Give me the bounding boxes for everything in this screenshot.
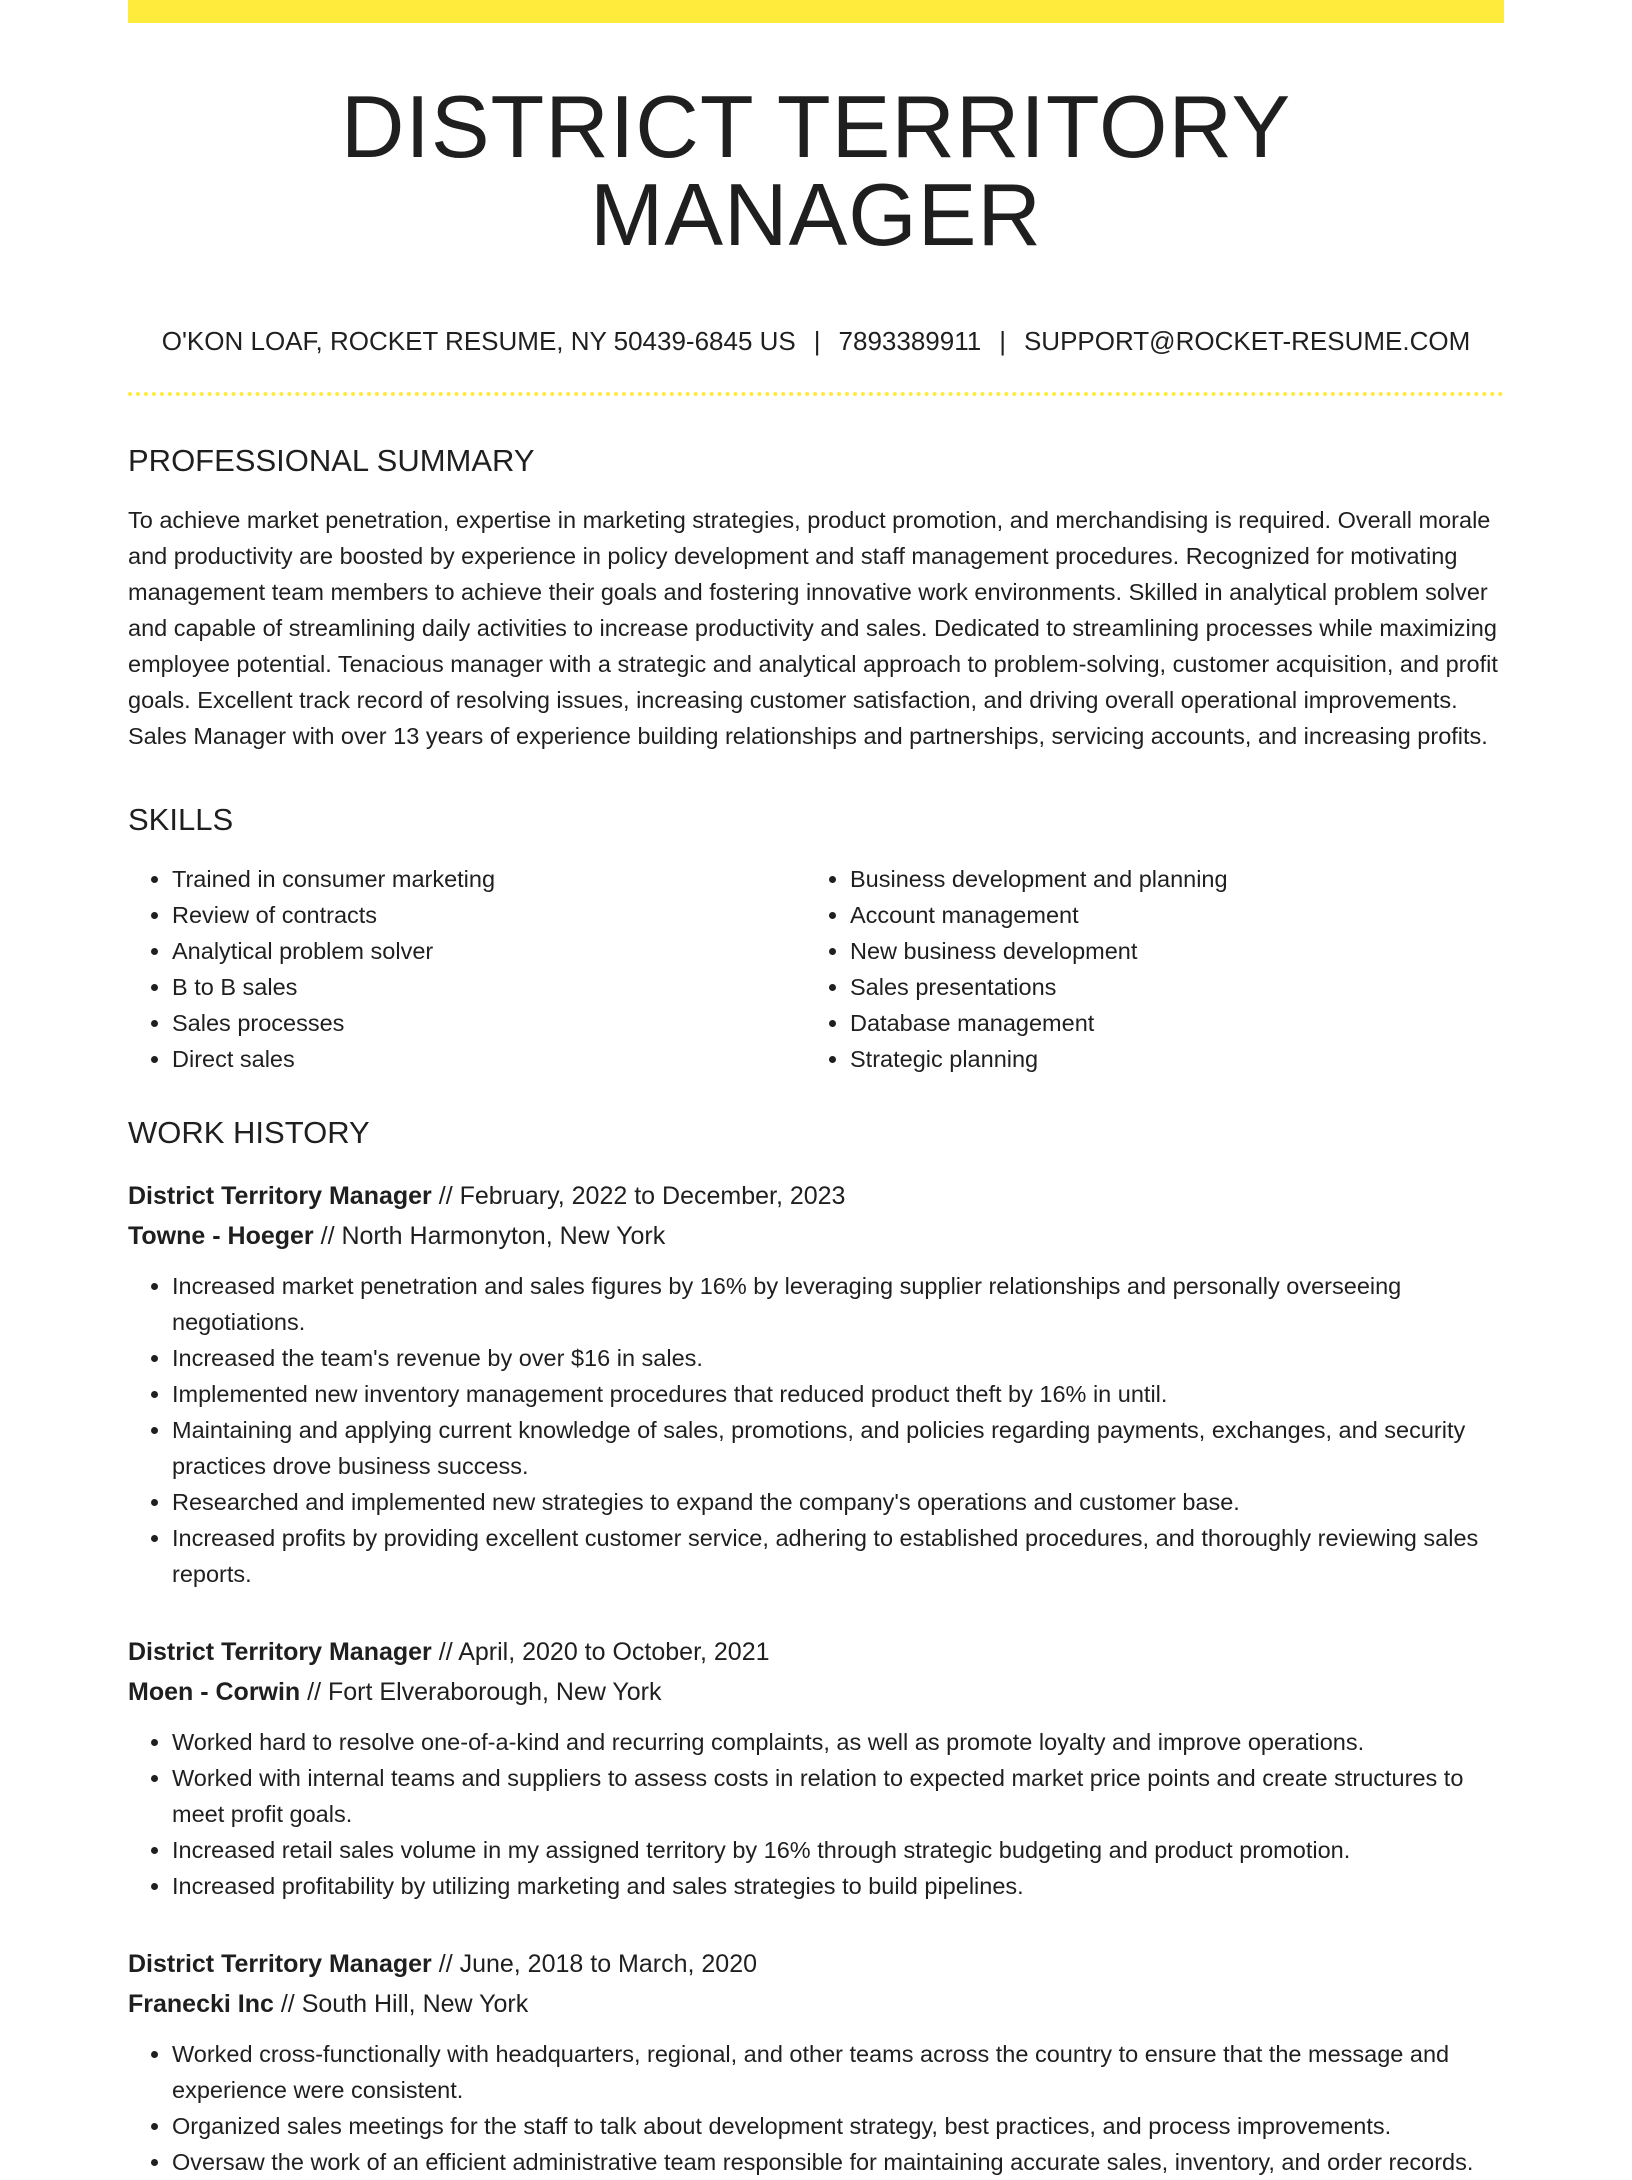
- summary-heading: PROFESSIONAL SUMMARY: [128, 443, 535, 478]
- skill-item: • Analytical problem solver: [172, 933, 806, 969]
- job-bullets: [128, 1268, 1504, 1592]
- contact-email: SUPPORT@ROCKET-RESUME.COM: [1023, 326, 1471, 356]
- resume-page: [128, 0, 1504, 2180]
- job-bullet: • Maintaining and applying current knowledge of sales, promotions, and policies regarding payments, exchanges, and security practices drove business success.: [172, 1412, 1504, 1484]
- dotted-divider: [128, 392, 1504, 396]
- job-dates: // February, 2022 to December, 2023: [431, 1182, 846, 1210]
- skill-item: • Review of contracts: [172, 897, 806, 933]
- job-location: // South Hill, New York: [273, 1990, 529, 2018]
- job-company-line: [128, 1672, 1504, 1712]
- job-bullet: • Worked cross-functionally with headquarters, regional, and other teams across the country to ensure that the message and experience were consistent.: [172, 2036, 1504, 2108]
- job-bullet: • Oversaw the work of an efficient administrative team responsible for maintaining accurate sales, inventory, and order records.: [172, 2144, 1504, 2180]
- job-company-line: [128, 1216, 1504, 1256]
- job-bullet: • Increased profitability by utilizing marketing and sales strategies to build pipelines.: [172, 1868, 1504, 1904]
- job-location: // Fort Elveraborough, New York: [300, 1678, 662, 1706]
- skill-item: • Account management: [850, 897, 1484, 933]
- contact-separator: |: [999, 326, 1006, 356]
- job-bullet: • Increased market penetration and sales figures by 16% by leveraging supplier relationships and personally overseeing negotiations.: [172, 1268, 1504, 1340]
- resume-name-title: DISTRICT TERRITORY MANAGER: [340, 77, 1292, 264]
- contact-address: O'KON LOAF, ROCKET RESUME, NY 50439-6845 US: [161, 326, 796, 356]
- job-dates: // April, 2020 to October, 2021: [431, 1638, 770, 1666]
- job-company: Franecki Inc: [128, 1990, 274, 2018]
- summary-text: To achieve market penetration, expertise in marketing strategies, product promotion, and merchandising is required. Overall morale and productivity are boosted by experience in policy development and staff management procedures. Recognized for motivating management team members to achieve their goals and fostering innovative work environments. Skilled in analytical problem solver and capable of streamlining daily activities to increase productivity and sales. Dedicated to streamlining processes while maximizing employee potential. Tenacious manager with a strategic and analytical approach to problem-solving, customer acquisition, and profit goals. Excellent track record of resolving issues, increasing customer satisfaction, and driving overall operational improvements. Sales Manager with over 13 years of experience building relationships and partnerships, servicing accounts, and increasing profits.: [128, 507, 1498, 749]
- skill-item: • Database management: [850, 1005, 1484, 1041]
- contact-phone: 7893389911: [838, 326, 982, 356]
- skill-item: • B to B sales: [172, 969, 806, 1005]
- job-dates: // June, 2018 to March, 2020: [431, 1950, 758, 1978]
- job-bullet: • Increased profits by providing excellent customer service, adhering to established procedures, and thoroughly reviewing sales reports.: [172, 1520, 1504, 1592]
- job-bullet: • Worked hard to resolve one-of-a-kind and recurring complaints, as well as promote loyalty and improve operations.: [172, 1724, 1504, 1760]
- job-location: // North Harmonyton, New York: [313, 1222, 666, 1250]
- contact-separator: |: [813, 326, 821, 356]
- job-bullets: [128, 2036, 1504, 2180]
- job-title: District Territory Manager: [128, 1182, 432, 1210]
- accent-top-bar: [128, 0, 1504, 23]
- skill-item: • Business development and planning: [850, 861, 1484, 897]
- job-bullet: • Implemented new inventory management procedures that reduced product theft by 16% in until.: [172, 1376, 1504, 1412]
- job-title: District Territory Manager: [128, 1638, 432, 1666]
- job-bullet: • Increased the team's revenue by over $16 in sales.: [172, 1340, 1504, 1376]
- job-bullets: [128, 1724, 1504, 1904]
- job-company: Moen - Corwin: [128, 1678, 301, 1706]
- job-bullet: • Increased retail sales volume in my assigned territory by 16% through strategic budgeting and product promotion.: [172, 1832, 1504, 1868]
- skills-list-right: [806, 861, 1484, 1077]
- job-title: District Territory Manager: [128, 1950, 432, 1978]
- skill-item: • Strategic planning: [850, 1041, 1484, 1077]
- job-entry: [128, 1632, 1504, 1904]
- job-company: Towne - Hoeger: [128, 1222, 314, 1250]
- job-entry: [128, 1176, 1504, 1592]
- work-history-heading: WORK HISTORY: [128, 1115, 370, 1150]
- job-company-line: [128, 1984, 1504, 2024]
- skill-item: • Trained in consumer marketing: [172, 861, 806, 897]
- skill-item: • Sales processes: [172, 1005, 806, 1041]
- job-bullet: • Researched and implemented new strategies to expand the company's operations and customer base.: [172, 1484, 1504, 1520]
- job-entry: [128, 1944, 1504, 2180]
- skill-item: • Direct sales: [172, 1041, 806, 1077]
- skill-item: • Sales presentations: [850, 969, 1484, 1005]
- job-title-line: [128, 1944, 1504, 1984]
- job-bullet: • Worked with internal teams and suppliers to assess costs in relation to expected market price points and create structures to meet profit goals.: [172, 1760, 1504, 1832]
- job-bullet: • Organized sales meetings for the staff to talk about development strategy, best practices, and process improvements.: [172, 2108, 1504, 2144]
- contact-line: [128, 328, 1504, 354]
- skills-heading: SKILLS: [128, 802, 234, 837]
- skills-columns: [128, 861, 1504, 1077]
- job-title-line: [128, 1632, 1504, 1672]
- job-title-line: [128, 1176, 1504, 1216]
- skills-list-left: [128, 861, 806, 1077]
- skill-item: • New business development: [850, 933, 1484, 969]
